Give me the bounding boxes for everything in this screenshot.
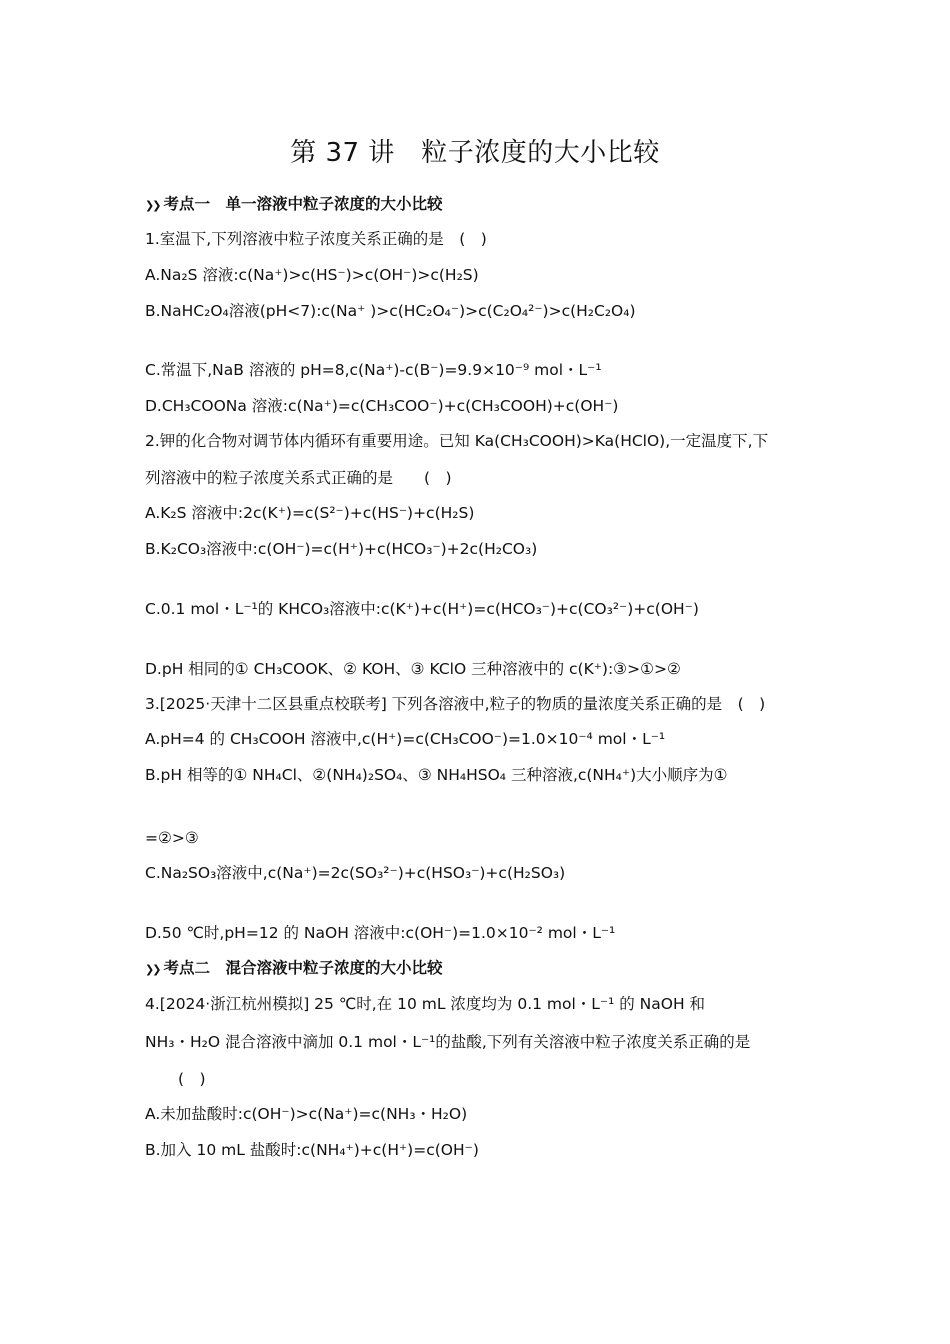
double-chevron-icon: ❯❯ — [145, 199, 160, 212]
q2-option-d: D.pH 相同的① CH₃COOK、② KOH、③ KClO 三种溶液中的 c(K⁺):③>①>② — [145, 660, 681, 678]
section-2-label: 考点二 混合溶液中粒子浓度的大小比较 — [163, 959, 443, 977]
q1-option-c: C.常温下,NaB 溶液的 pH=8,c(Na⁺)-c(B⁻)=9.9×10⁻⁹ mol・L⁻¹ — [145, 361, 602, 379]
section-heading-2 — [145, 956, 910, 982]
q1-option-d: D.CH₃COONa 溶液:c(Na⁺)=c(CH₃COO⁻)+c(CH₃COOH)+c(OH⁻) — [145, 397, 619, 415]
q3-stem: 3.[2025·天津十二区县重点校联考] 下列各溶液中,粒子的物质的量浓度关系正确的是 ( ) — [145, 695, 766, 713]
q2-stem-line1: 2.钾的化合物对调节体内循环有重要用途。已知 Ka(CH₃COOH)>Ka(HClO),一定温度下,下 — [145, 432, 769, 450]
q2-option-c: C.0.1 mol・L⁻¹的 KHCO₃溶液中:c(K⁺)+c(H⁺)=c(HCO₃⁻)+c(CO₃²⁻)+c(OH⁻) — [145, 600, 699, 618]
q3-option-b-line2: =②>③ — [145, 829, 199, 847]
q4-stem-line2: NH₃・H₂O 混合溶液中滴加 0.1 mol・L⁻¹的盐酸,下列有关溶液中粒子浓度关系正确的是 — [145, 1033, 751, 1051]
q4-stem-line3: ( ) — [178, 1070, 206, 1088]
q4-stem-line1: 4.[2024·浙江杭州模拟] 25 ℃时,在 10 mL 浓度均为 0.1 mol・L⁻¹ 的 NaOH 和 — [145, 995, 706, 1013]
q1-option-b: B.NaHC₂O₄溶液(pH<7):c(Na⁺ )>c(HC₂O₄⁻)>c(C₂O₄²⁻)>c(H₂C₂O₄) — [145, 302, 636, 320]
double-chevron-icon: ❯❯ — [145, 963, 160, 976]
q3-option-d: D.50 ℃时,pH=12 的 NaOH 溶液中:c(OH⁻)=1.0×10⁻² mol・L⁻¹ — [145, 924, 616, 942]
q3-option-b-line1: B.pH 相等的① NH₄Cl、②(NH₄)₂SO₄、③ NH₄HSO₄ 三种溶液,c(NH₄⁺)大小顺序为① — [145, 766, 728, 784]
q4-option-b: B.加入 10 mL 盐酸时:c(NH₄⁺)+c(H⁺)=c(OH⁻) — [145, 1141, 479, 1159]
section-1-label: 考点一 单一溶液中粒子浓度的大小比较 — [163, 195, 443, 213]
q2-option-b: B.K₂CO₃溶液中:c(OH⁻)=c(H⁺)+c(HCO₃⁻)+2c(H₂CO₃) — [145, 540, 538, 558]
q1-stem: 1.室温下,下列溶液中粒子浓度关系正确的是 ( ) — [145, 230, 487, 248]
section-heading-1 — [145, 192, 910, 218]
q3-option-c: C.Na₂SO₃溶液中,c(Na⁺)=2c(SO₃²⁻)+c(HSO₃⁻)+c(H₂SO₃) — [145, 864, 566, 882]
page-title: 第 37 讲 粒子浓度的大小比较 — [290, 138, 660, 168]
q1-option-a: A.Na₂S 溶液:c(Na⁺)>c(HS⁻)>c(OH⁻)>c(H₂S) — [145, 266, 479, 284]
q3-option-a: A.pH=4 的 CH₃COOH 溶液中,c(H⁺)=c(CH₃COO⁻)=1.0×10⁻⁴ mol・L⁻¹ — [145, 730, 666, 748]
q4-option-a: A.未加盐酸时:c(OH⁻)>c(Na⁺)=c(NH₃・H₂O) — [145, 1105, 468, 1123]
q2-option-a: A.K₂S 溶液中:2c(K⁺)=c(S²⁻)+c(HS⁻)+c(H₂S) — [145, 504, 475, 522]
q2-stem-line2: 列溶液中的粒子浓度关系式正确的是 ( ) — [145, 469, 452, 487]
